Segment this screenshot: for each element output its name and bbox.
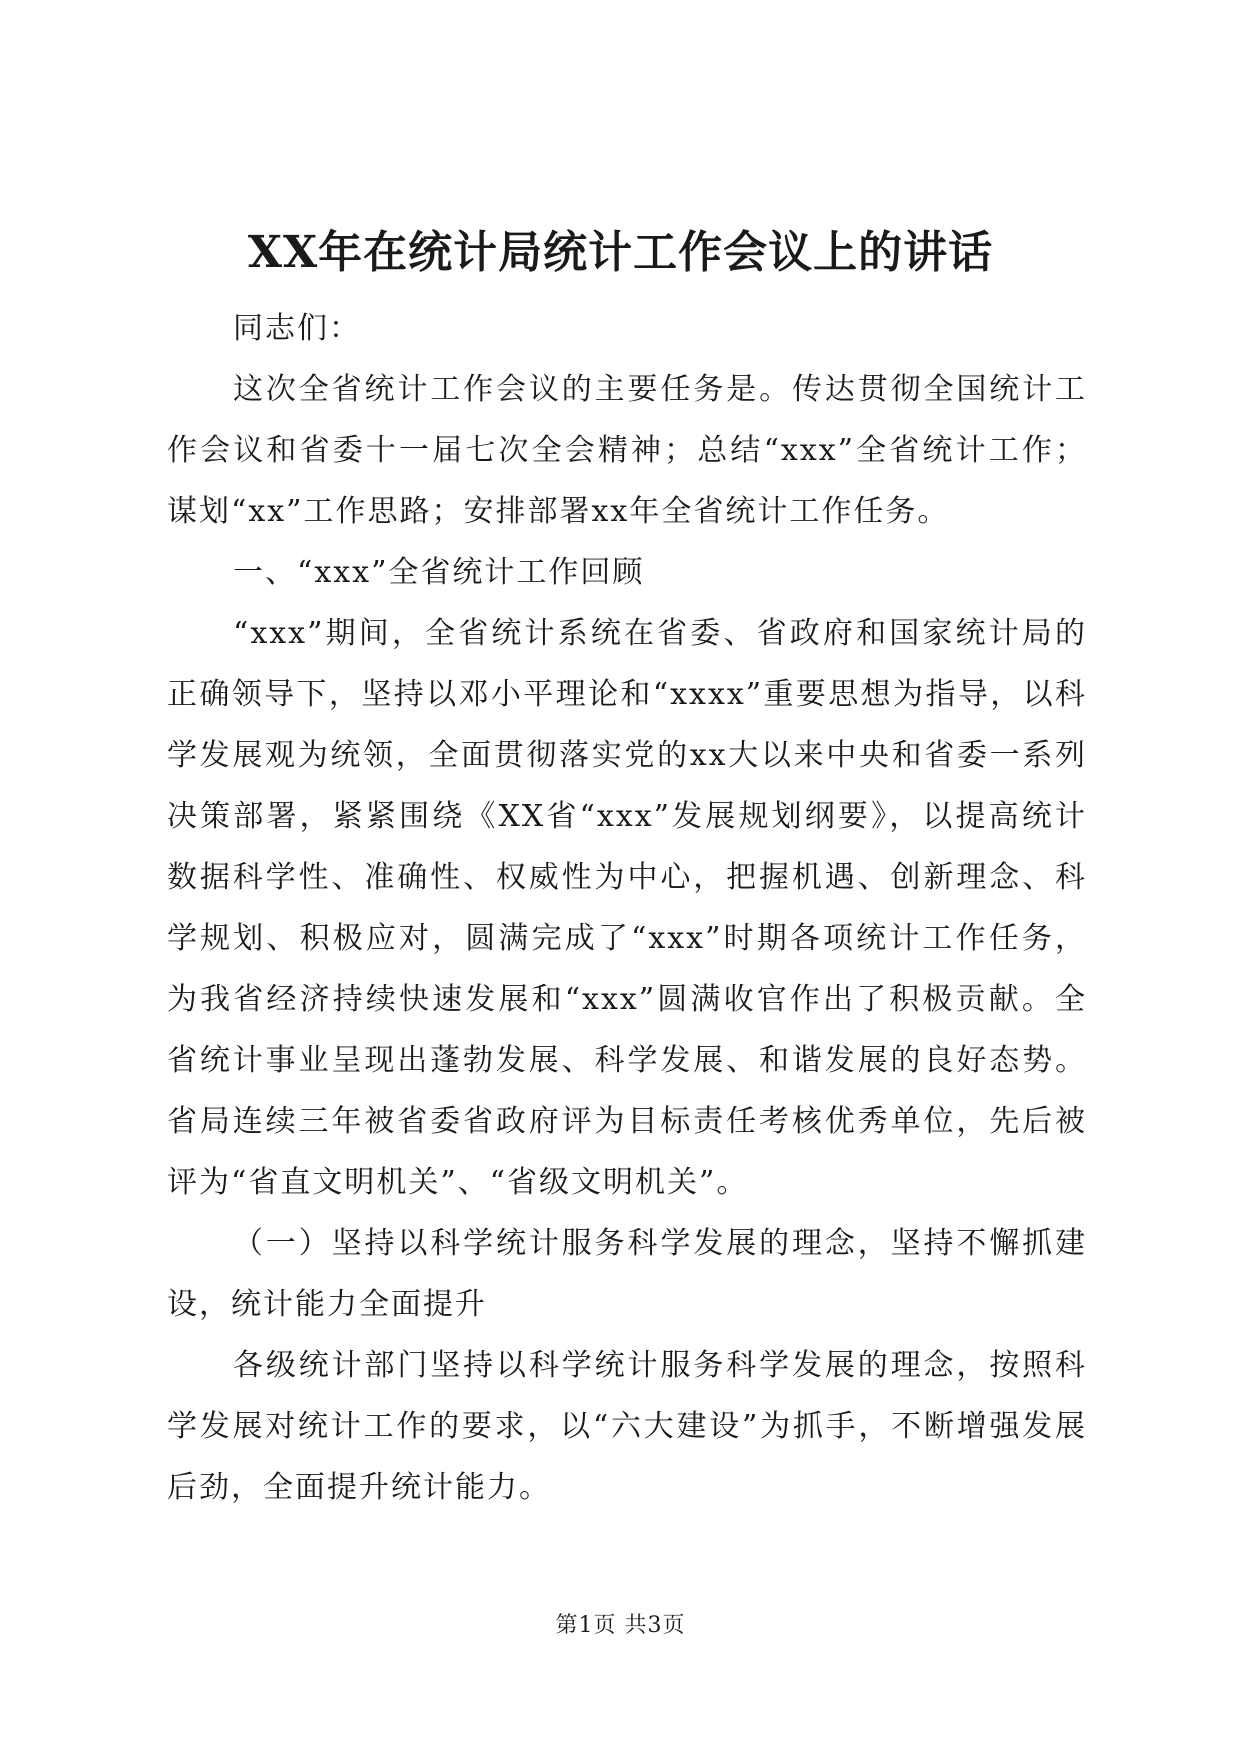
paragraph-review: “xxx”期间，全省统计系统在省委、省政府和国家统计局的正确领导下，坚持以邓小平理论和“xxxx”重要思想为指导，以科学发展观为统领，全面贯彻落实党的xx大以来中央和省委一系列决策部署，紧紧围绕《XX省“xxx”发展规划纲要》，以提高统计数据科学性、准确性、权威性为中心，把握机遇、创新理念、科学规划、积极应对，圆满完成了“xxx”时期各项统计工作任务，为我省经济持续快速发展和“xxx”圆满收官作出了积极贡献。全省统计事业呈现出蓬勃发展、科学发展、和谐发展的良好态势。省局连续三年被省委省政府评为目标责任考核优秀单位，先后被评为“省直文明机关”、“省级文明机关”。 bbox=[167, 616, 1087, 1200]
salutation: 同志们： bbox=[233, 311, 361, 346]
paragraph-intro: 这次全省统计工作会议的主要任务是。传达贯彻全国统计工作会议和省委十一届七次全会精神；总结“xxx”全省统计工作；谋划“xx”工作思路；安排部署xx年全省统计工作任务。 bbox=[167, 372, 1087, 529]
document-title: XX年在统计局统计工作会议上的讲话 bbox=[247, 227, 994, 278]
page-footer bbox=[0, 1611, 1241, 1641]
paragraph-capacity: 各级统计部门坚持以科学统计服务科学发展的理念，按照科学发展对统计工作的要求，以“六大建设”为抓手，不断增强发展后劲，全面提升统计能力。 bbox=[167, 1348, 1087, 1505]
document-body bbox=[167, 298, 1087, 1518]
page-number: 第1页 共3页 bbox=[555, 1613, 686, 1638]
subsection-heading-1: （一）坚持以科学统计服务科学发展的理念，坚持不懈抓建设，统计能力全面提升 bbox=[167, 1226, 1087, 1322]
section-heading-1: 一、“xxx”全省统计工作回顾 bbox=[233, 555, 645, 590]
